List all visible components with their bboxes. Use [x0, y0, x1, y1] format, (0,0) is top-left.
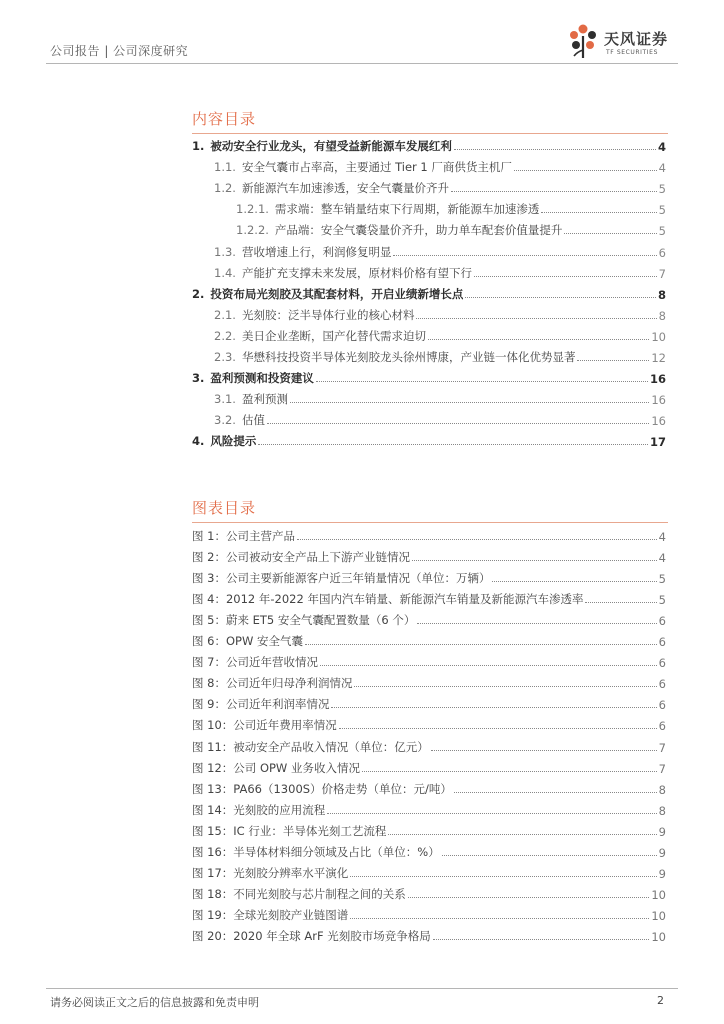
- toc-entry-page: 5: [658, 224, 666, 239]
- figure-entry[interactable]: [192, 863, 666, 881]
- dot-leader: [577, 359, 649, 361]
- dot-leader: [258, 443, 648, 445]
- figure-entry-page: 6: [658, 719, 666, 734]
- dot-leader: [465, 296, 656, 298]
- figure-entry-page: 6: [658, 656, 666, 671]
- toc-entry-title: [192, 138, 452, 154]
- figure-entry[interactable]: [192, 694, 666, 712]
- toc-entry-page: 5: [658, 182, 666, 197]
- toc-entry[interactable]: [214, 305, 666, 323]
- toc-entry-title: [214, 180, 449, 196]
- footer-divider: [46, 988, 678, 989]
- figure-entry-page: 6: [658, 677, 666, 692]
- toc-entry-number: 2.1.: [214, 307, 236, 322]
- dot-leader: [454, 791, 657, 793]
- figure-entry-text: 图 13：PA66（1300S）价格走势（单位：元/吨）: [192, 781, 452, 796]
- toc-entry-number: 1.2.1.: [236, 202, 269, 217]
- contents-title: 内容目录: [192, 110, 257, 128]
- dot-leader: [442, 854, 657, 856]
- figure-entry-text: 图 16：半导体材料细分领域及占比（单位：%）: [192, 844, 440, 859]
- toc-entry[interactable]: [192, 368, 666, 386]
- figure-entry[interactable]: [192, 779, 666, 797]
- toc-entry-title: [236, 201, 539, 217]
- toc-entry-title: [192, 433, 256, 449]
- dot-leader: [428, 338, 649, 340]
- figure-entry-page: 10: [651, 887, 666, 902]
- toc-entry-title: [192, 370, 314, 386]
- toc-entry[interactable]: [214, 410, 666, 428]
- dot-leader: [564, 232, 656, 234]
- toc-entry-number: 1.3.: [214, 244, 236, 259]
- toc-entry-page: 17: [649, 435, 666, 450]
- toc-entry[interactable]: [192, 284, 666, 302]
- dot-leader: [297, 538, 657, 540]
- page-header: [0, 0, 724, 70]
- figure-entry[interactable]: [192, 568, 666, 586]
- toc-entry-text: 安全气囊市占率高，主要通过 Tier 1 厂商供货主机厂: [241, 160, 512, 175]
- toc-entry-number: 3.1.: [214, 392, 236, 407]
- toc-entry[interactable]: [214, 326, 666, 344]
- figure-entry-page: 10: [651, 929, 666, 944]
- toc-entry-title: [214, 244, 391, 260]
- dot-leader: [350, 917, 649, 919]
- figure-entry[interactable]: [192, 737, 666, 755]
- toc-entry[interactable]: [214, 263, 666, 281]
- figure-entry-text: 图 2：公司被动安全产品上下游产业链情况: [192, 550, 410, 565]
- toc-entry-page: 16: [651, 393, 666, 408]
- toc-entry-text: 盈利预测: [241, 392, 288, 407]
- figure-entry-page: 4: [658, 551, 666, 566]
- toc-entry-page: 4: [657, 140, 666, 154]
- figure-entry-text: 图 17：光刻胶分辨率水平演化: [192, 865, 349, 880]
- figure-entry[interactable]: [192, 842, 666, 860]
- figure-entry-page: 4: [658, 530, 666, 544]
- page-number: 2: [657, 994, 664, 1007]
- figure-entry-text: 图 19：全球光刻胶产业链图谱: [192, 907, 349, 922]
- header-divider: [46, 63, 678, 64]
- figures-title: 图表目录: [192, 499, 257, 517]
- toc-entry-title: [214, 265, 472, 281]
- dot-leader: [514, 169, 657, 171]
- toc-entry-text: 投资布局光刻胶及其配套材料，开启业绩新增长点: [210, 286, 464, 301]
- logo-en-text: TF SECURITIES: [606, 49, 658, 56]
- figure-entry-text: 图 1：公司主营产品: [192, 529, 295, 543]
- toc-entry-page: 12: [651, 351, 666, 365]
- figure-entry-page: 8: [658, 803, 666, 818]
- dot-leader: [316, 380, 648, 382]
- figure-entry-page: 6: [658, 635, 666, 650]
- figure-entry[interactable]: [192, 821, 666, 839]
- dot-leader: [331, 706, 656, 708]
- figure-entry[interactable]: [192, 758, 666, 776]
- figure-entry[interactable]: [192, 926, 666, 944]
- toc-entry-number: 2.2.: [214, 328, 236, 343]
- figures-title-rule: [192, 522, 668, 523]
- figure-entry-text: 图 14：光刻胶的应用流程: [192, 802, 326, 817]
- figure-entry[interactable]: [192, 800, 666, 818]
- figure-entry[interactable]: [192, 715, 666, 733]
- toc-entry-number: 1.2.2.: [236, 223, 269, 238]
- toc-entry[interactable]: [236, 220, 666, 238]
- figure-entry-page: 8: [658, 782, 666, 797]
- toc-entry-page: 5: [658, 203, 666, 218]
- figure-entry-page: 7: [658, 740, 666, 755]
- figure-entry-text: 图 12：公司 OPW 业务收入情况: [192, 760, 360, 775]
- dot-leader: [408, 896, 650, 898]
- dot-leader: [417, 622, 656, 624]
- dot-leader: [320, 664, 657, 666]
- figure-entry-page: 5: [658, 572, 666, 587]
- toc-entry[interactable]: [214, 389, 666, 407]
- toc-entry-title: [214, 391, 288, 407]
- dot-leader: [290, 401, 649, 403]
- figure-entry-page: 9: [658, 866, 666, 881]
- toc-entry-number: 1.: [192, 139, 205, 153]
- figure-entry[interactable]: [192, 547, 666, 565]
- toc-entry-title: [214, 307, 414, 323]
- toc-entry-number: 2.3.: [214, 350, 236, 364]
- dot-leader: [431, 749, 657, 751]
- toc-entry-page: 16: [651, 414, 666, 429]
- figure-entry-text: 图 8：公司近年归母净利润情况: [192, 676, 353, 691]
- contents-title-rule: [192, 133, 668, 134]
- toc-entry-text: 估值: [241, 413, 265, 428]
- logo-cn-text: 天风证券: [604, 30, 669, 48]
- footer-disclaimer: 请务必阅读正文之后的信息披露和免责申明: [50, 996, 259, 1009]
- toc-entry-text: 需求端：整车销量结束下行周期，新能源车加速渗透: [274, 202, 540, 217]
- figure-entry-text: 图 4：2012 年-2022 年国内汽车销量、新能源汽车销量及新能源汽车渗透率: [192, 592, 584, 607]
- dot-leader: [541, 211, 656, 213]
- toc-entry-number: 1.4.: [214, 265, 236, 280]
- dot-leader: [350, 875, 656, 877]
- figure-entry[interactable]: [192, 673, 666, 691]
- toc-entry-text: 被动安全行业龙头，有望受益新能源车发展红利: [210, 139, 452, 153]
- toc-entry-text: 产能扩充支撑未来发展，原材料价格有望下行: [241, 265, 472, 280]
- figure-entry-text: 图 11：被动安全产品收入情况（单位：亿元）: [192, 739, 429, 754]
- toc-entry-title: [214, 328, 426, 344]
- toc-entry[interactable]: [214, 242, 666, 260]
- toc-entry-page: 7: [658, 266, 666, 281]
- toc-entry-page: 4: [658, 161, 666, 176]
- figure-entry[interactable]: [192, 526, 666, 544]
- toc-entry-text: 风险提示: [210, 434, 257, 449]
- figure-entry-text: 图 6：OPW 安全气囊: [192, 634, 303, 649]
- figure-entry[interactable]: [192, 631, 666, 649]
- toc-entry[interactable]: [192, 431, 666, 449]
- dot-leader: [388, 833, 656, 835]
- toc-entry[interactable]: [214, 157, 666, 175]
- toc-entry[interactable]: [214, 347, 666, 365]
- toc-entry-text: 盈利预测和投资建议: [210, 371, 314, 386]
- toc-entry-text: 光刻胶：泛半导体行业的核心材料: [241, 307, 415, 322]
- figure-entry-page: 10: [651, 908, 666, 923]
- dot-leader: [454, 148, 656, 150]
- toc-entry[interactable]: [192, 136, 666, 154]
- toc-entry-number: 3.: [192, 371, 205, 386]
- toc-entry-title: [214, 412, 265, 428]
- dot-leader: [474, 275, 657, 277]
- dot-leader: [267, 422, 649, 424]
- flower-logo-icon: [566, 22, 600, 60]
- toc-entry-title: [192, 286, 463, 302]
- toc-entry-page: 10: [651, 329, 666, 344]
- toc-entry-number: 1.1.: [214, 160, 236, 175]
- dot-leader: [305, 643, 657, 645]
- figure-entry[interactable]: [192, 884, 666, 902]
- dot-leader: [492, 580, 656, 582]
- toc-entry[interactable]: [236, 199, 666, 217]
- figure-entry-text: 图 20：2020 年全球 ArF 光刻胶市场竞争格局: [192, 928, 431, 943]
- toc-entry-page: 6: [658, 245, 666, 260]
- dot-leader: [416, 317, 656, 319]
- dot-leader: [412, 559, 657, 561]
- figure-entry[interactable]: [192, 652, 666, 670]
- toc-entry-text: 营收增速上行，利润修复明显: [241, 244, 392, 259]
- toc-entry[interactable]: [214, 178, 666, 196]
- dot-leader: [451, 190, 657, 192]
- dot-leader: [327, 812, 656, 814]
- toc-entry-number: 3.2.: [214, 413, 236, 428]
- figure-entry[interactable]: [192, 589, 666, 607]
- toc-entry-text: 新能源汽车加速渗透，安全气囊量价齐升: [241, 181, 449, 196]
- dot-leader: [585, 601, 656, 603]
- figure-entry-text: 图 10：公司近年费用率情况: [192, 718, 337, 733]
- dot-leader: [393, 254, 656, 256]
- figure-entry-page: 9: [658, 824, 666, 839]
- figure-entry-page: 7: [658, 761, 666, 776]
- dot-leader: [354, 685, 656, 687]
- toc-entry-number: 2.: [192, 286, 205, 301]
- figure-entry-page: 6: [658, 698, 666, 713]
- toc-entry-text: 华懋科技投资半导体光刻胶龙头徐州博康，产业链一体化优势显著: [241, 350, 576, 364]
- toc-entry-text: 产品端：安全气囊袋量价齐升，助力单车配套价值量提升: [274, 223, 563, 238]
- dot-leader: [433, 938, 650, 940]
- figure-entry[interactable]: [192, 905, 666, 923]
- toc-entry-title: [236, 222, 562, 238]
- figure-entry-page: 6: [658, 614, 666, 629]
- figure-entry-text: 图 15：IC 行业：半导体光刻工艺流程: [192, 823, 387, 838]
- toc-entry-text: 美日企业垄断，国产化替代需求迫切: [241, 328, 426, 343]
- figure-entry-page: 5: [658, 593, 666, 608]
- toc-entry-title: [214, 349, 575, 365]
- toc-entry-number: 4.: [192, 434, 205, 449]
- dot-leader: [339, 727, 657, 729]
- toc-entry-page: 8: [657, 287, 666, 302]
- figure-entry-text: 图 18：不同光刻胶与芯片制程之间的关系: [192, 886, 406, 901]
- figure-entry-text: 图 5：蔚来 ET5 安全气囊配置数量（6 个）: [192, 613, 416, 628]
- toc-entry-page: 16: [649, 372, 666, 387]
- breadcrumb: 公司报告 | 公司深度研究: [50, 44, 189, 58]
- toc-entry-number: 1.2.: [214, 181, 236, 196]
- figure-entry-text: 图 3：公司主要新能源客户近三年销量情况（单位：万辆）: [192, 571, 491, 586]
- figure-entry-text: 图 9：公司近年利润率情况: [192, 697, 330, 712]
- company-logo: [566, 22, 686, 62]
- toc-entry-title: [214, 159, 512, 175]
- figure-entry-page: 9: [658, 845, 666, 860]
- toc-entry-page: 8: [658, 308, 666, 323]
- figure-entry[interactable]: [192, 610, 666, 628]
- dot-leader: [362, 770, 657, 772]
- figure-entry-text: 图 7：公司近年营收情况: [192, 655, 318, 670]
